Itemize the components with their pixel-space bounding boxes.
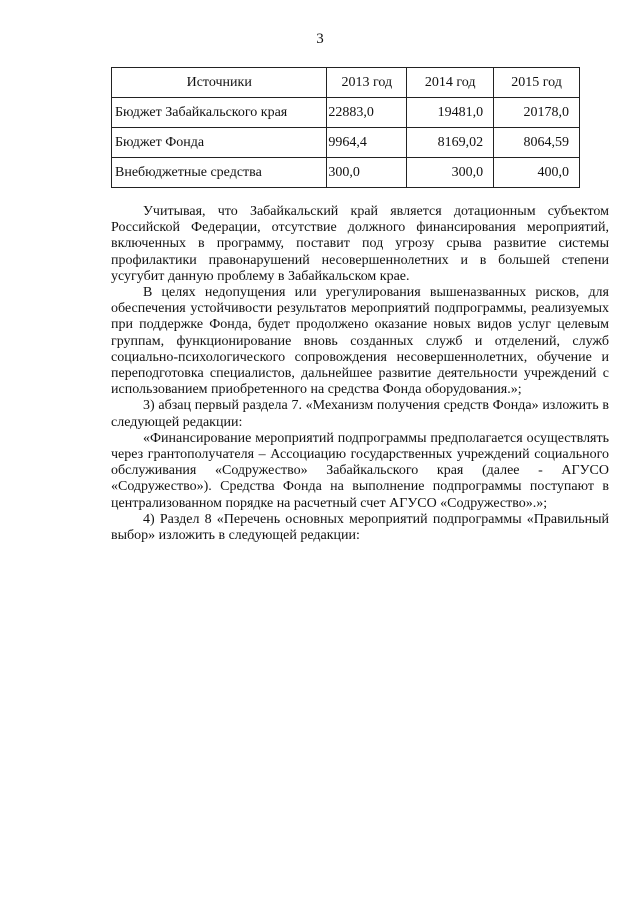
value-2015: 8064,59 <box>494 128 580 158</box>
source-name: Внебюджетные средства <box>112 158 327 188</box>
funding-sources-table <box>111 67 580 188</box>
column-header-2014: 2014 год <box>407 68 494 98</box>
paragraph-financing-mechanism: «Финансирование мероприятий подпрограммы предполагается осуществлять через грантополучателя – Ассоциацию государственных учреждений социального обслуживания «Содружество» Забайкальского края (далее - АГУСО «Содружество»). Средства Фонда на выполнение подпрограммы поступают в централизованном порядке на расчетный счет АГУСО «Содружество».»; <box>111 430 609 511</box>
document-body <box>111 204 609 544</box>
column-header-2015: 2015 год <box>494 68 580 98</box>
table-row <box>112 128 580 158</box>
source-name: Бюджет Фонда <box>112 128 327 158</box>
value-2013: 9964,4 <box>327 128 407 158</box>
value-2014: 300,0 <box>407 158 494 188</box>
source-name: Бюджет Забайкальского края <box>112 98 327 128</box>
value-2014: 19481,0 <box>407 98 494 128</box>
value-2014: 8169,02 <box>407 128 494 158</box>
paragraph-risk-mitigation: В целях недопущения или урегулирования вышеназванных рисков, для обеспечения устойчивости результатов мероприятий подпрограммы, реализуемых при поддержке Фонда, будет продолжено оказание новых видов услуг целевым группам, функционирование вновь созданных служб и отделений, служб социально-психологического сопровождения несовершеннолетних, обучение и переподготовка специалистов, дальнейшее развитие деятельности учреждений с использованием приобретенного на средства Фонда оборудования.»; <box>111 285 609 398</box>
paragraph-risk-intro: Учитывая, что Забайкальский край является дотационным субъектом Российской Федерации, отсутствие должного финансирования мероприятий, включенных в программу, поставит под угрозу срыва развитие системы профилактики правонарушений несовершеннолетних и в большей степени усугубит данную проблему в Забайкальском крае. <box>111 204 609 284</box>
table-row <box>112 158 580 188</box>
column-header-sources: Источники <box>112 68 327 98</box>
value-2015: 20178,0 <box>494 98 580 128</box>
column-header-2013: 2013 год <box>327 68 407 98</box>
value-2015: 400,0 <box>494 158 580 188</box>
value-2013: 300,0 <box>327 158 407 188</box>
paragraph-amendment-3: 3) абзац первый раздела 7. «Механизм получения средств Фонда» изложить в следующей редакции: <box>111 398 609 430</box>
page-number: 3 <box>316 31 324 47</box>
paragraph-amendment-4: 4) Раздел 8 «Перечень основных мероприятий подпрограммы «Правильный выбор» изложить в следующей редакции: <box>111 511 609 544</box>
value-2013: 22883,0 <box>327 98 407 128</box>
table-row <box>112 98 580 128</box>
table-header-row <box>112 68 580 98</box>
